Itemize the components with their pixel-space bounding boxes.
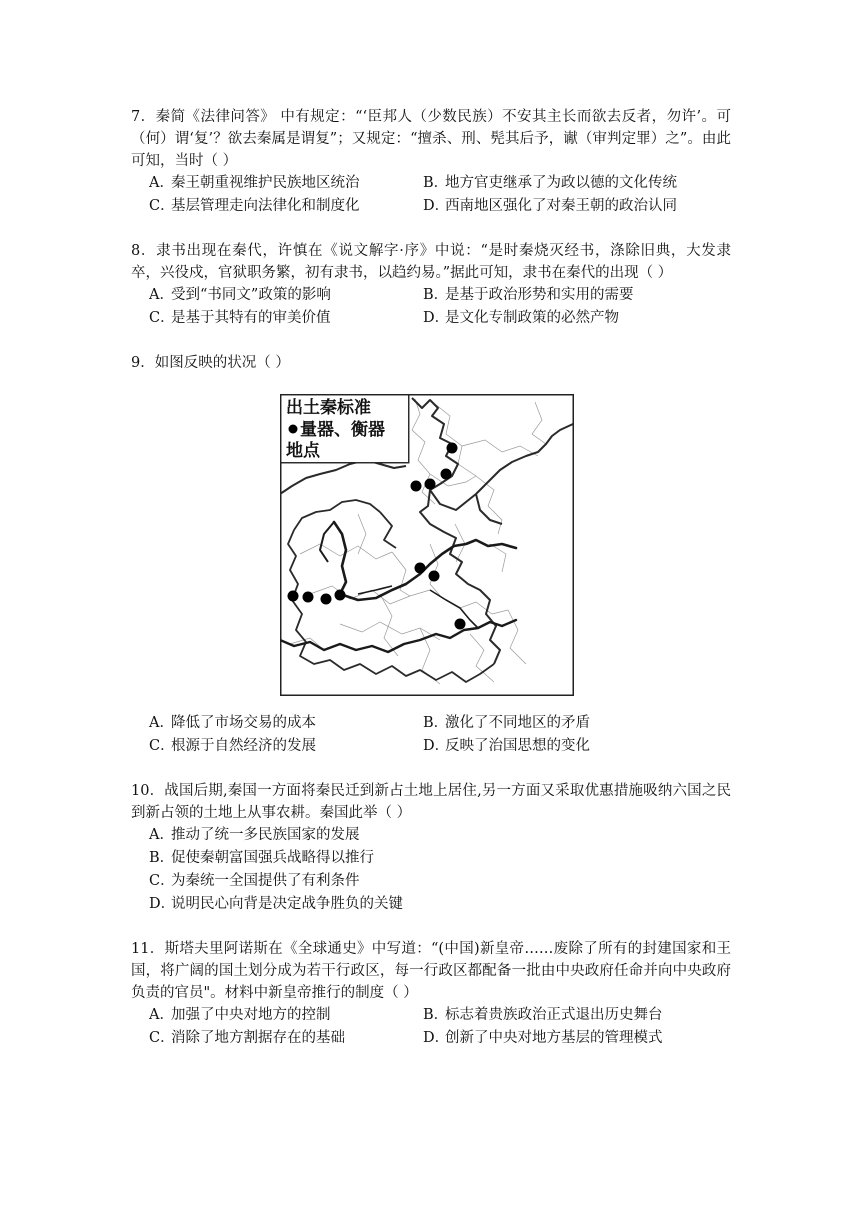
option-a[interactable]: A．秦王朝重视维护民族地区统治 (149, 175, 360, 191)
question-text: 隶书出现在秦代，许慎在《说文解字·序》中说：“是时秦烧灭经书，涤除旧典，大发隶卒，兴役戍，官狱职务繁，初有隶书，以趋约易。”据此可知，隶书在秦代的出现（ ） (131, 243, 731, 281)
option-c[interactable]: C．为秦统一全国提供了有利条件 (149, 873, 360, 889)
question-10-options (149, 824, 731, 916)
site-dot (288, 591, 299, 602)
site-dot (411, 481, 422, 492)
option-a[interactable]: A．推动了统一多民族国家的发展 (149, 827, 360, 843)
question-9-stem (131, 352, 731, 374)
question-9-options (149, 712, 731, 758)
question-10-stem (131, 780, 731, 824)
question-9 (131, 352, 731, 374)
question-7-options (149, 172, 731, 218)
site-dot (447, 443, 458, 454)
question-9-options-block (131, 712, 731, 758)
qin-measures-map (280, 394, 574, 696)
legend-line-1: 出土秦标准 (286, 398, 371, 418)
option-c[interactable]: C．是基于其特有的审美价值 (149, 310, 331, 326)
option-a[interactable]: A．降低了市场交易的成本 (149, 715, 316, 731)
map-svg (280, 394, 574, 696)
option-a[interactable]: A．受到“书同文”政策的影响 (149, 287, 331, 303)
question-11 (131, 938, 731, 1050)
question-7-stem (131, 106, 731, 172)
option-d[interactable]: D．西南地区强化了对秦王朝的政治认同 (423, 198, 677, 214)
question-number: 7． (131, 109, 156, 125)
question-number: 8． (131, 243, 157, 259)
site-dot (415, 563, 426, 574)
option-b[interactable]: B．地方官吏继承了为政以德的文化传统 (423, 175, 677, 191)
option-b[interactable]: B．促使秦朝富国强兵战略得以推行 (149, 850, 374, 866)
option-b[interactable]: B．标志着贵族政治正式退出历史舞台 (423, 1007, 663, 1023)
question-8-stem (131, 240, 731, 284)
option-a[interactable]: A．加强了中央对地方的控制 (149, 1007, 331, 1023)
site-dot (441, 469, 452, 480)
question-8-options (149, 284, 731, 330)
question-number: 11． (131, 941, 165, 957)
question-8 (131, 240, 731, 330)
question-11-stem (131, 938, 731, 1004)
legend-line-2: 量器、衡器 (300, 420, 385, 440)
option-b[interactable]: B．是基于政治形势和实用的需要 (423, 287, 634, 303)
site-dot (455, 619, 466, 630)
question-text: 战国后期,秦国一方面将秦民迁到新占土地上居住,另一方面又采取优惠措施吸纳六国之民到新占领的土地上从事农耕。秦国此举（ ） (131, 783, 732, 821)
option-d[interactable]: D．是文化专制政策的必然产物 (423, 310, 619, 326)
site-dot (321, 594, 332, 605)
option-c[interactable]: C．基层管理走向法律化和制度化 (149, 198, 360, 214)
question-10 (131, 780, 731, 916)
question-11-options (149, 1004, 731, 1050)
site-dot (425, 479, 436, 490)
question-text: 秦简《法律问答》 中有规定：“‘臣邦人（少数民族）不安其主长而欲去反者，勿许’。可（何）谓‘复’？欲去秦属是谓复”；又规定：“擅杀、刑、髡其后予，谳（审判定罪）之”。由此可知，当时（ ） (131, 109, 731, 169)
option-d[interactable]: D．创新了中央对地方基层的管理模式 (423, 1030, 663, 1046)
question-7 (131, 106, 731, 218)
site-dot (335, 590, 346, 601)
question-text: 如图反映的状况（ ） (154, 355, 290, 371)
site-dot (429, 571, 440, 582)
option-d[interactable]: D．反映了治国思想的变化 (423, 738, 590, 754)
question-text: 斯塔夫里阿诺斯在《全球通史》中写道：“(中国)新皇帝……废除了所有的封建国家和王国，将广阔的国土划分成为若干行政区，每一行政区都配备一批由中央政府任命并向中央政府负责的官员"。材料中新皇帝推行的制度（ ） (131, 941, 731, 1001)
site-dot (303, 592, 314, 603)
question-number: 10． (131, 783, 165, 799)
option-c[interactable]: C．根源于自然经济的发展 (149, 738, 316, 754)
option-b[interactable]: B．激化了不同地区的矛盾 (423, 715, 590, 731)
legend-dot-icon (289, 425, 298, 434)
legend-line-3: 地点 (286, 441, 320, 461)
question-number: 9． (131, 355, 155, 371)
option-d[interactable]: D．说明民心向背是决定战争胜负的关键 (149, 896, 403, 912)
option-c[interactable]: C．消除了地方割据存在的基础 (149, 1030, 345, 1046)
